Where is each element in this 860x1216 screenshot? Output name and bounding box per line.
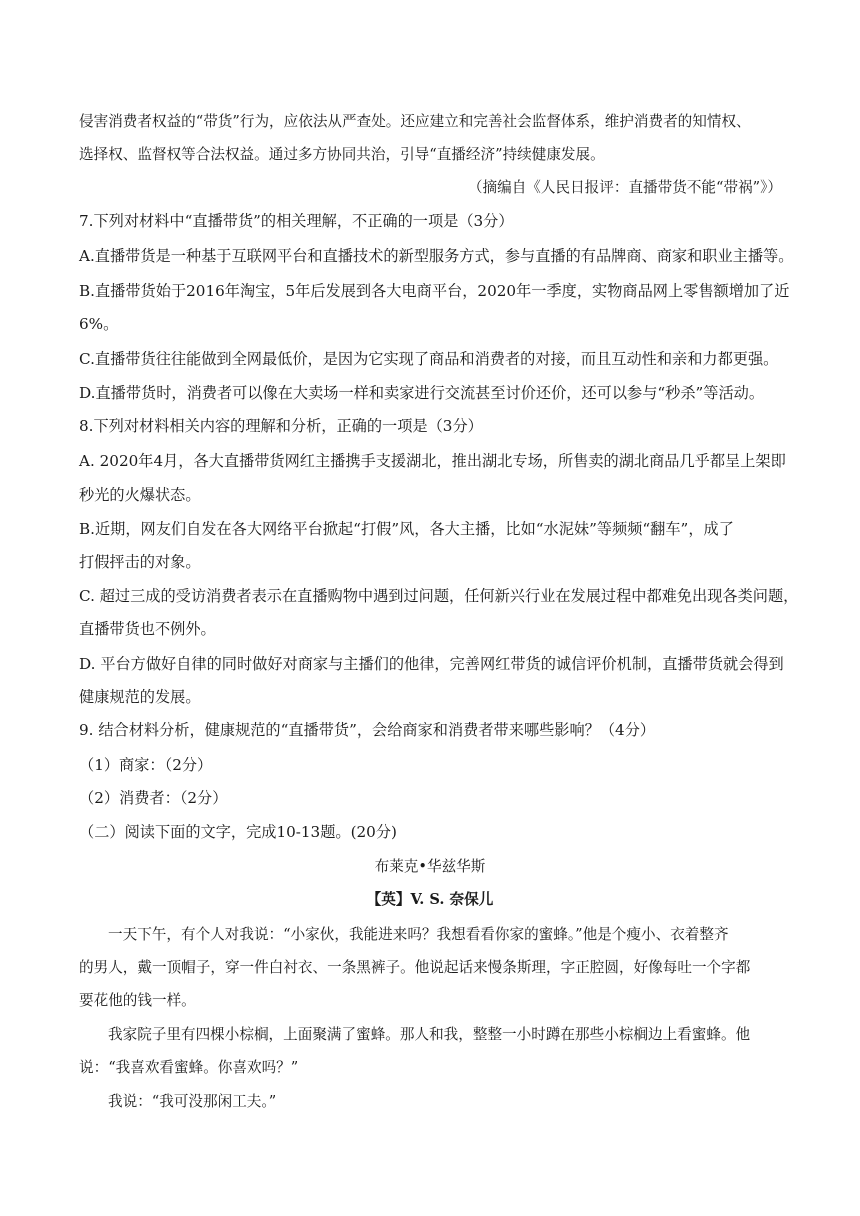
passage-line: 侵害消费者权益的“带货”行为，应依法从严查处。还应建立和完善社会监督体系，维护消费者的知情权、 bbox=[79, 113, 751, 130]
section-heading: （二）阅读下面的文字，完成10-13题。(20分) bbox=[79, 823, 397, 841]
passage-source: （摘编自《人民日报评：直播带货不能“带祸”》） bbox=[467, 179, 782, 196]
article-title: 布莱克•华兹华斯 bbox=[374, 858, 486, 875]
question-7-stem: 7.下列对材料中“直播带货”的相关理解，不正确的一项是（3分） bbox=[79, 212, 514, 230]
q7-option-b-cont: 6%。 bbox=[79, 315, 119, 333]
q8-option-a: A. 2020年4月，各大直播带货网红主播携手支援湖北，推出湖北专场，所售卖的湖北商品几乎都呈上架即 bbox=[79, 452, 786, 470]
q8-option-c-cont: 直播带货也不例外。 bbox=[79, 620, 216, 638]
q7-option-d: D.直播带货时，消费者可以像在大卖场一样和卖家进行交流甚至讨价还价，还可以参与“秒杀”等活动。 bbox=[79, 384, 765, 402]
q8-option-d-cont: 健康规范的发展。 bbox=[79, 688, 201, 706]
article-paragraph-line: 的男人，戴一顶帽子，穿一件白衬衣、一条黑裤子。他说起话来慢条斯理，字正腔圆，好像每吐一个字都 bbox=[79, 959, 751, 976]
q8-option-b-cont: 打假抨击的对象。 bbox=[79, 553, 201, 571]
passage-line: 选择权、监督权等合法权益。通过多方协同共治，引导“直播经济”持续健康发展。 bbox=[79, 146, 605, 163]
article-paragraph-line: 我说：“我可没那闲工夫。” bbox=[108, 1093, 277, 1110]
q7-option-c: C.直播带货往往能做到全网最低价，是因为它实现了商品和消费者的对接，而且互动性和亲和力都更强。 bbox=[79, 350, 779, 368]
q9-part-1: （1）商家：（2分） bbox=[79, 756, 213, 774]
article-author: 【英】V. S. 奈保儿 bbox=[366, 891, 494, 908]
q8-option-a-cont: 秒光的火爆状态。 bbox=[79, 486, 201, 504]
question-8-stem: 8.下列对材料相关内容的理解和分析，正确的一项是（3分） bbox=[79, 417, 483, 435]
article-paragraph-line: 我家院子里有四棵小棕榈，上面聚满了蜜蜂。那人和我，整整一小时蹲在那些小棕榈边上看蜜蜂。他 bbox=[108, 1026, 751, 1043]
q8-option-c: C. 超过三成的受访消费者表示在直播购物中遇到过问题，任何新兴行业在发展过程中都难免出现各类问题， bbox=[79, 587, 799, 605]
article-paragraph-line: 一天下午，有个人对我说：“小家伙，我能进来吗？我想看看你家的蜜蜂。”他是个瘦小、衣着整齐 bbox=[108, 926, 729, 943]
article-paragraph-line: 要花他的钱一样。 bbox=[79, 992, 196, 1009]
q9-part-2: （2）消费者：（2分） bbox=[79, 789, 228, 807]
q8-option-b: B.近期，网友们自发在各大网络平台掀起“打假”风，各大主播，比如“水泥妹”等频频“翻车”，成了 bbox=[79, 520, 734, 538]
q8-option-d: D. 平台方做好自律的同时做好对商家与主播们的他律，完善网红带货的诚信评价机制，直播带货就会得到 bbox=[79, 655, 784, 673]
article-paragraph-line: 说：“我喜欢看蜜蜂。你喜欢吗？” bbox=[79, 1059, 299, 1076]
q7-option-b: B.直播带货始于2016年淘宝，5年后发展到各大电商平台，2020年一季度，实物商品网上零售额增加了近 bbox=[79, 282, 790, 300]
question-9-stem: 9. 结合材料分析，健康规范的“直播带货”，会给商家和消费者带来哪些影响？（4分） bbox=[79, 721, 656, 739]
q7-option-a: A.直播带货是一种基于互联网平台和直播技术的新型服务方式，参与直播的有品牌商、商家和职业主播等。 bbox=[79, 247, 794, 265]
